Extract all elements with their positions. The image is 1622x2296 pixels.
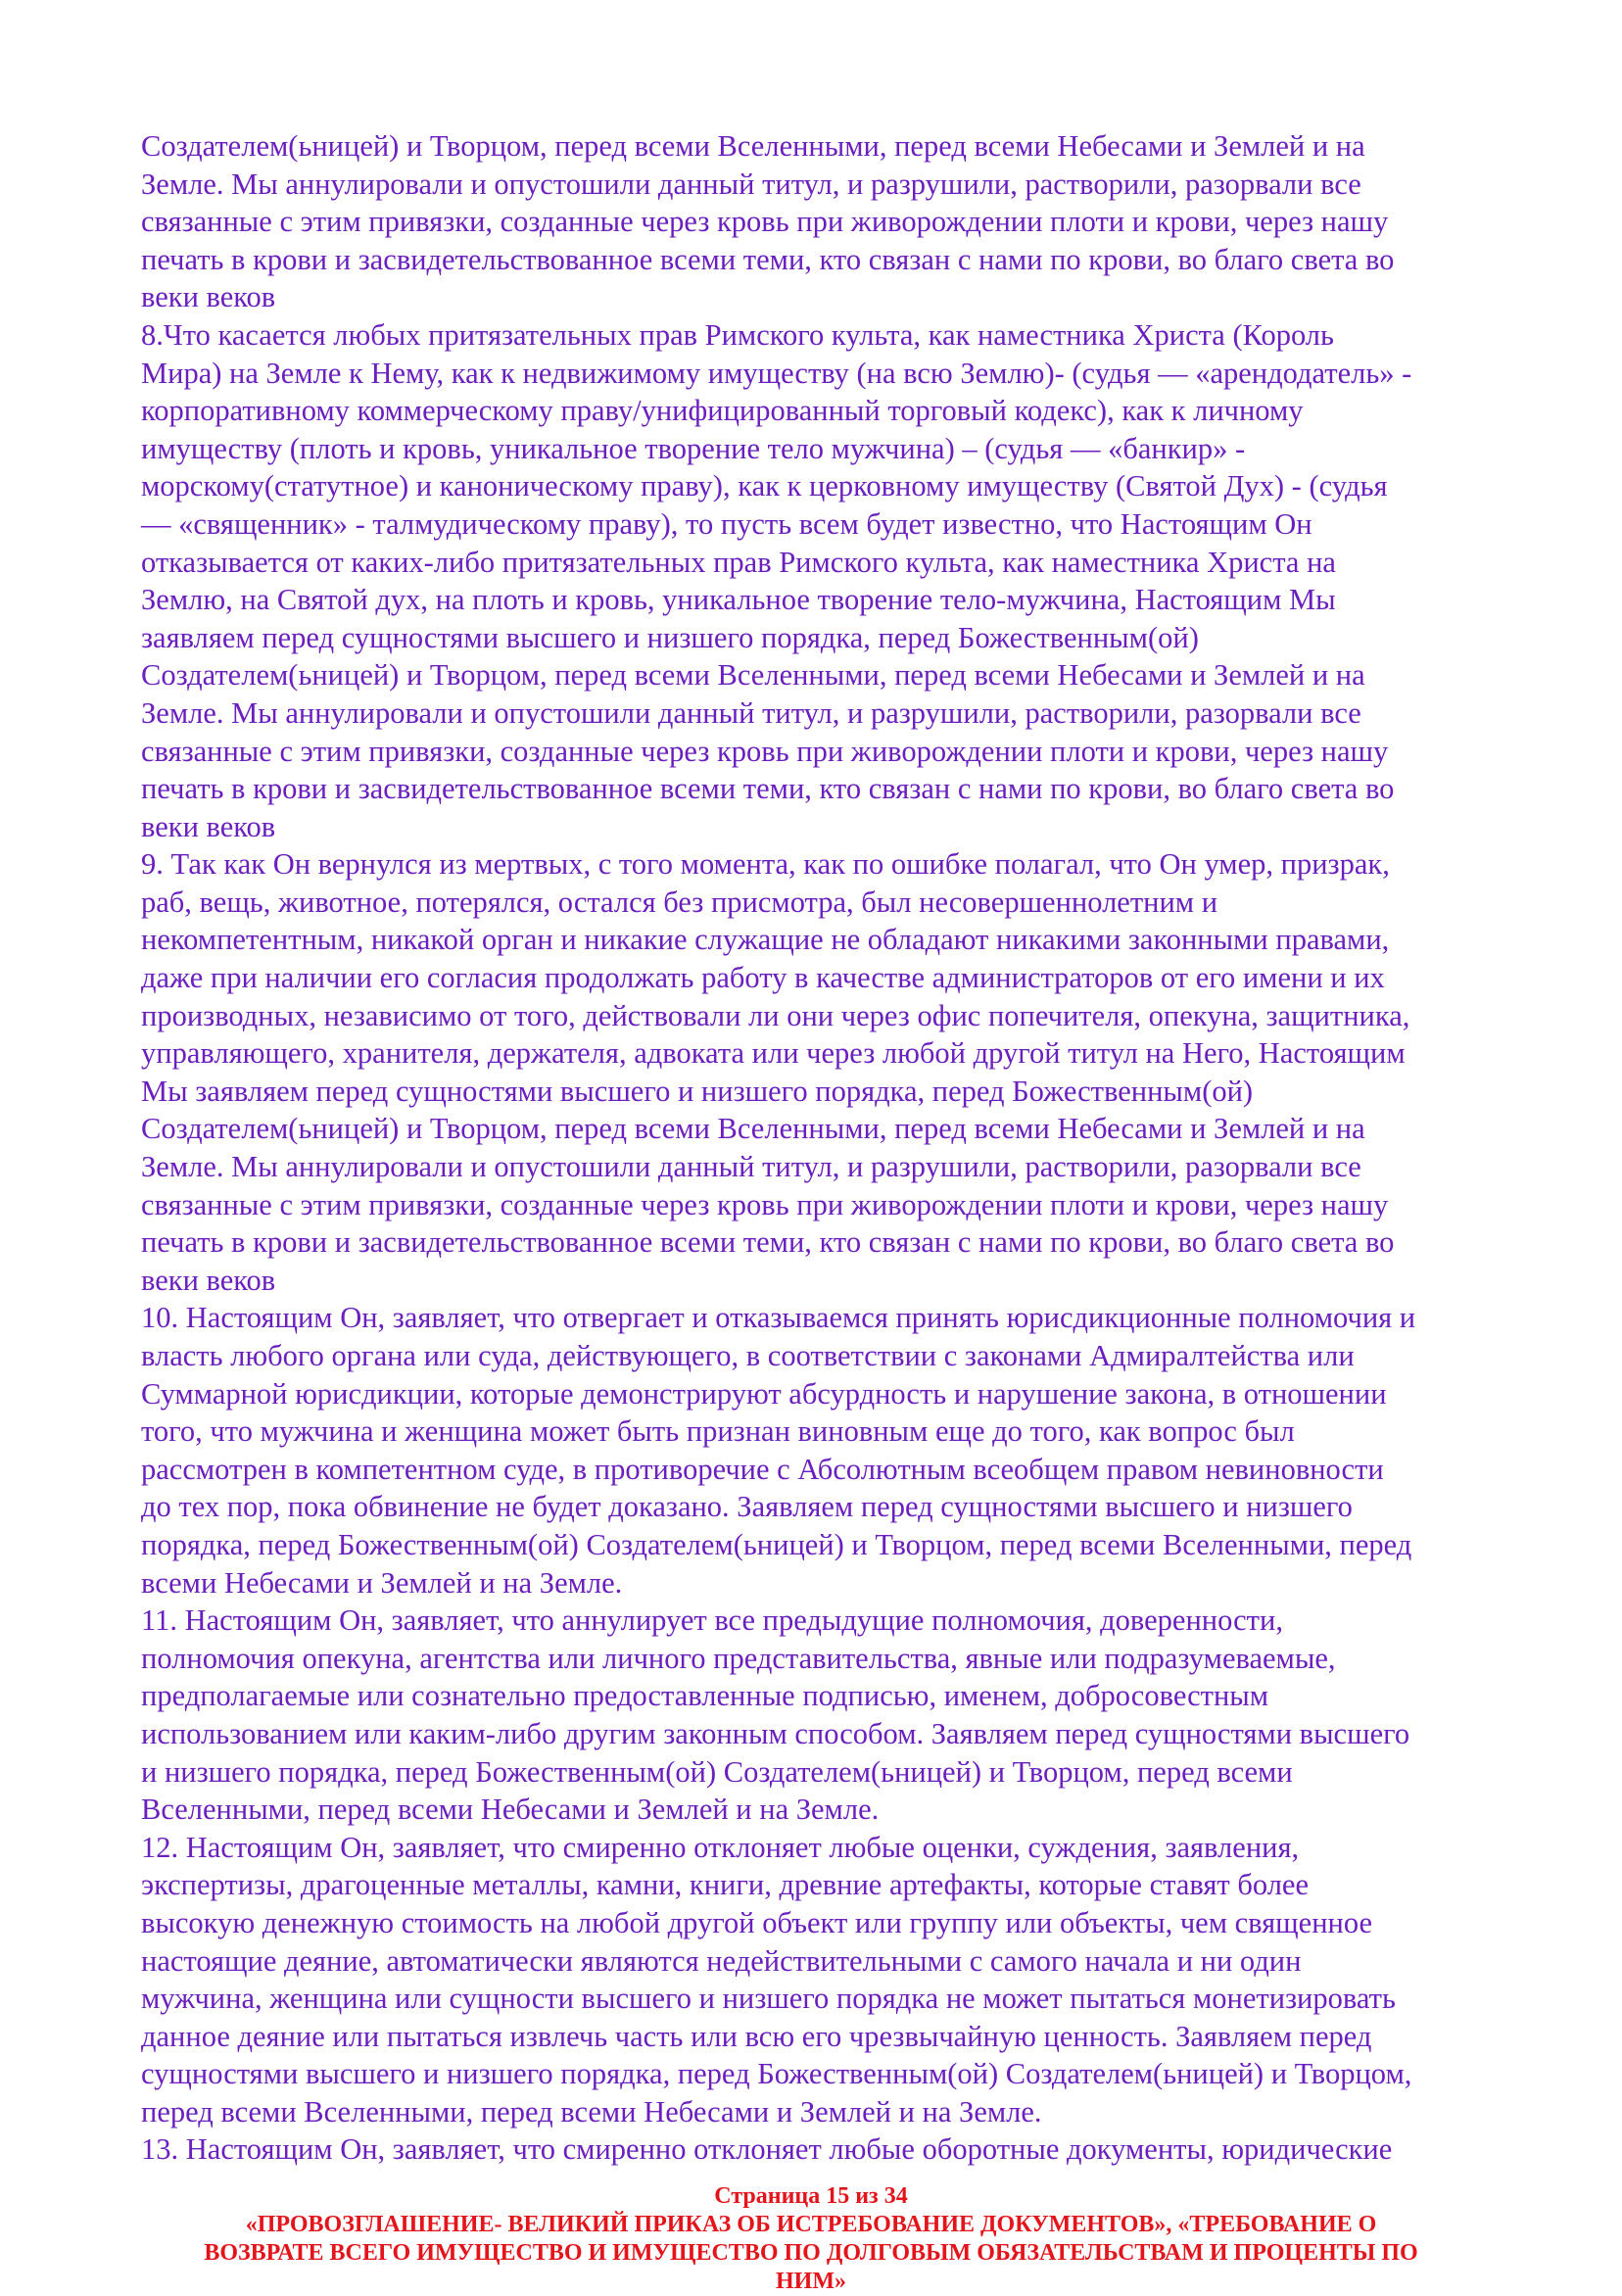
text-line: того, что мужчина и женщина может быть признан виновным еще до того, как вопрос был — [141, 1414, 1295, 1449]
text-line: имуществу (плоть и кровь, уникальное творение тело мужчина) – (судья — «банкир» - — [141, 431, 1246, 465]
text-line: печать в крови и засвидетельствованное всеми теми, кто связан с нами по крови, во благо света во — [141, 772, 1395, 806]
text-line: Мы заявляем перед сущностями высшего и низшего порядка, перед Божественным(ой) — [141, 1074, 1254, 1108]
text-line: заявляем перед сущностями высшего и низшего порядка, перед Божественным(ой) — [141, 620, 1199, 654]
text-line: печать в крови и засвидетельствованное всеми теми, кто связан с нами по крови, во благо света во — [141, 242, 1395, 276]
text-line: мужчина, женщина или сущности высшего и низшего порядка не может пытаться монетизировать — [141, 1982, 1396, 2016]
text-line: корпоративному коммерческому праву/унифицированный торговый кодекс), как к личному — [141, 394, 1304, 428]
text-line: 8.Что касается любых притязательных прав Римского культа, как наместника Христа (Король — [141, 317, 1334, 352]
text-line: связанные с этим привязки, созданные через кровь при живорождении плоти и крови, через нашу — [141, 1187, 1389, 1221]
text-line: Мира) на Земле к Нему, как к недвижимому имуществу (на всю Землю)- (судья — «арендодатель» - — [141, 356, 1412, 390]
text-line: 10. Настоящим Он, заявляет, что отвергает и отказываемся принять юрисдикционные полномочия и — [141, 1301, 1416, 1335]
text-line: печать в крови и засвидетельствованное всеми теми, кто связан с нами по крови, во благо света во — [141, 1225, 1395, 1260]
footer-title-line-3: НИМ» — [776, 2269, 846, 2294]
text-line: данное деяние или пытаться извлечь часть или всю его чрезвычайную ценность. Заявляем перед — [141, 2019, 1372, 2053]
document-body — [141, 127, 1546, 2169]
text-line: высокую денежную стоимость на любой другой объект или группу или объекты, чем священное — [141, 1905, 1373, 1939]
text-line: веки веков — [141, 809, 276, 843]
text-line: управляющего, хранителя, держателя, адвоката или через любой другой титул на Него, Настоящим — [141, 1036, 1406, 1071]
text-line: Земле. Мы аннулировали и опустошили данный титул, и разрушили, растворили, разорвали все — [141, 1150, 1361, 1184]
text-line: 13. Настоящим Он, заявляет, что смиренно отклоняет любые оборотные документы, юридические — [141, 2132, 1393, 2167]
text-line: настоящие деяние, автоматически являются недействительными с самого начала и ни один — [141, 1943, 1302, 1978]
text-line: веки веков — [141, 1263, 276, 1297]
text-line: Землю, на Святой дух, на плоть и кровь, уникальное творение тело-мужчина, Настоящим Мы — [141, 583, 1336, 617]
text-line: 9. Так как Он вернулся из мертвых, с того момента, как по ошибке полагал, что Он умер, призрак, — [141, 847, 1390, 882]
text-line: 11. Настоящим Он, заявляет, что аннулирует все предыдущие полномочия, доверенности, — [141, 1603, 1283, 1638]
page-number: Страница 15 из 34 — [714, 2183, 908, 2209]
text-line: порядка, перед Божественным(ой) Создателем(ьницей) и Творцом, перед всеми Вселенными, перед — [141, 1527, 1412, 1561]
text-line: Суммарной юрисдикции, которые демонстрируют абсурдность и нарушение закона, в отношении — [141, 1376, 1387, 1411]
text-line: производных, независимо от того, действовали ли они через офис попечителя, опекуна, защитника, — [141, 998, 1410, 1032]
text-line: всеми Небесами и Землей и на Земле. — [141, 1565, 623, 1600]
text-line: — «священник» - талмудическому праву), то пусть всем будет известно, что Настоящим Он — [141, 506, 1312, 541]
text-line: до тех пор, пока обвинение не будет доказано. Заявляем перед сущностями высшего и низшего — [141, 1490, 1353, 1524]
page-footer — [98, 2182, 1524, 2296]
text-line: Земле. Мы аннулировали и опустошили данный титул, и разрушили, растворили, разорвали все — [141, 167, 1361, 201]
text-line: Создателем(ьницей) и Творцом, перед всеми Вселенными, перед всеми Небесами и Землей и на — [141, 129, 1365, 163]
text-line: 12. Настоящим Он, заявляет, что смиренно отклоняет любые оценки, суждения, заявления, — [141, 1830, 1300, 1864]
text-line: предполагаемые или сознательно предоставленные подписью, именем, добросовестным — [141, 1679, 1269, 1713]
text-line: раб, вещь, животное, потерялся, остался без присмотра, был несовершеннолетним и — [141, 885, 1218, 919]
text-line: Вселенными, перед всеми Небесами и Землей и на Земле. — [141, 1793, 880, 1827]
text-line: Создателем(ьницей) и Творцом, перед всеми Вселенными, перед всеми Небесами и Землей и на — [141, 1112, 1365, 1146]
text-line: власть любого органа или суда, действующего, в соответствии с законами Адмиралтейства или — [141, 1339, 1355, 1372]
text-line: Создателем(ьницей) и Творцом, перед всеми Вселенными, перед всеми Небесами и Землей и на — [141, 658, 1365, 693]
text-line: веки веков — [141, 280, 276, 314]
text-line: морскому(статутное) и каноническому праву), как к церковному имуществу (Святой Дух) - (судья — [141, 469, 1388, 503]
text-line: отказывается от каких-либо притязательных прав Римского культа, как наместника Христа на — [141, 545, 1336, 579]
text-line: Земле. Мы аннулировали и опустошили данный титул, и разрушили, растворили, разорвали все — [141, 695, 1361, 730]
footer-title-line-1: «ПРОВОЗГЛАШЕНИЕ- ВЕЛИКИЙ ПРИКАЗ ОБ ИСТРЕБОВАНИЕ ДОКУМЕНТОВ», «ТРЕБОВАНИЕ О — [245, 2212, 1377, 2237]
text-line: даже при наличии его согласия продолжать работу в качестве администраторов от его имени и их — [141, 961, 1385, 995]
text-line: экспертизы, драгоценные металлы, камни, книги, древние артефакты, которые ставят более — [141, 1868, 1310, 1902]
text-line: и низшего порядка, перед Божественным(ой) Создателем(ьницей) и Творцом, перед всеми — [141, 1754, 1293, 1789]
text-line: сущностями высшего и низшего порядка, перед Божественным(ой) Создателем(ьницей) и Творцом, — [141, 2057, 1412, 2091]
text-line: некомпетентным, никакой орган и никакие служащие не обладают никакими законными правами, — [141, 923, 1390, 957]
text-line: полномочия опекуна, агентства или личного представительства, явные или подразумеваемые, — [141, 1641, 1336, 1675]
footer-title-line-2: ВОЗВРАТЕ ВСЕГО ИМУЩЕСТВО И ИМУЩЕСТВО ПО ДОЛГОВЫМ ОБЯЗАТЕЛЬСТВАМ И ПРОЦЕНТЫ ПО — [204, 2240, 1418, 2266]
text-line: использованием или каким-либо другим законным способом. Заявляем перед сущностями высшего — [141, 1716, 1410, 1750]
text-line: связанные с этим привязки, созданные через кровь при живорождении плоти и крови, через нашу — [141, 205, 1389, 239]
text-line: перед всеми Вселенными, перед всеми Небесами и Землей и на Земле. — [141, 2094, 1042, 2129]
text-line: связанные с этим привязки, созданные через кровь при живорождении плоти и крови, через нашу — [141, 734, 1389, 768]
text-line: рассмотрен в компетентном суде, в противоречие с Абсолютным всеобщем правом невиновности — [141, 1452, 1384, 1486]
